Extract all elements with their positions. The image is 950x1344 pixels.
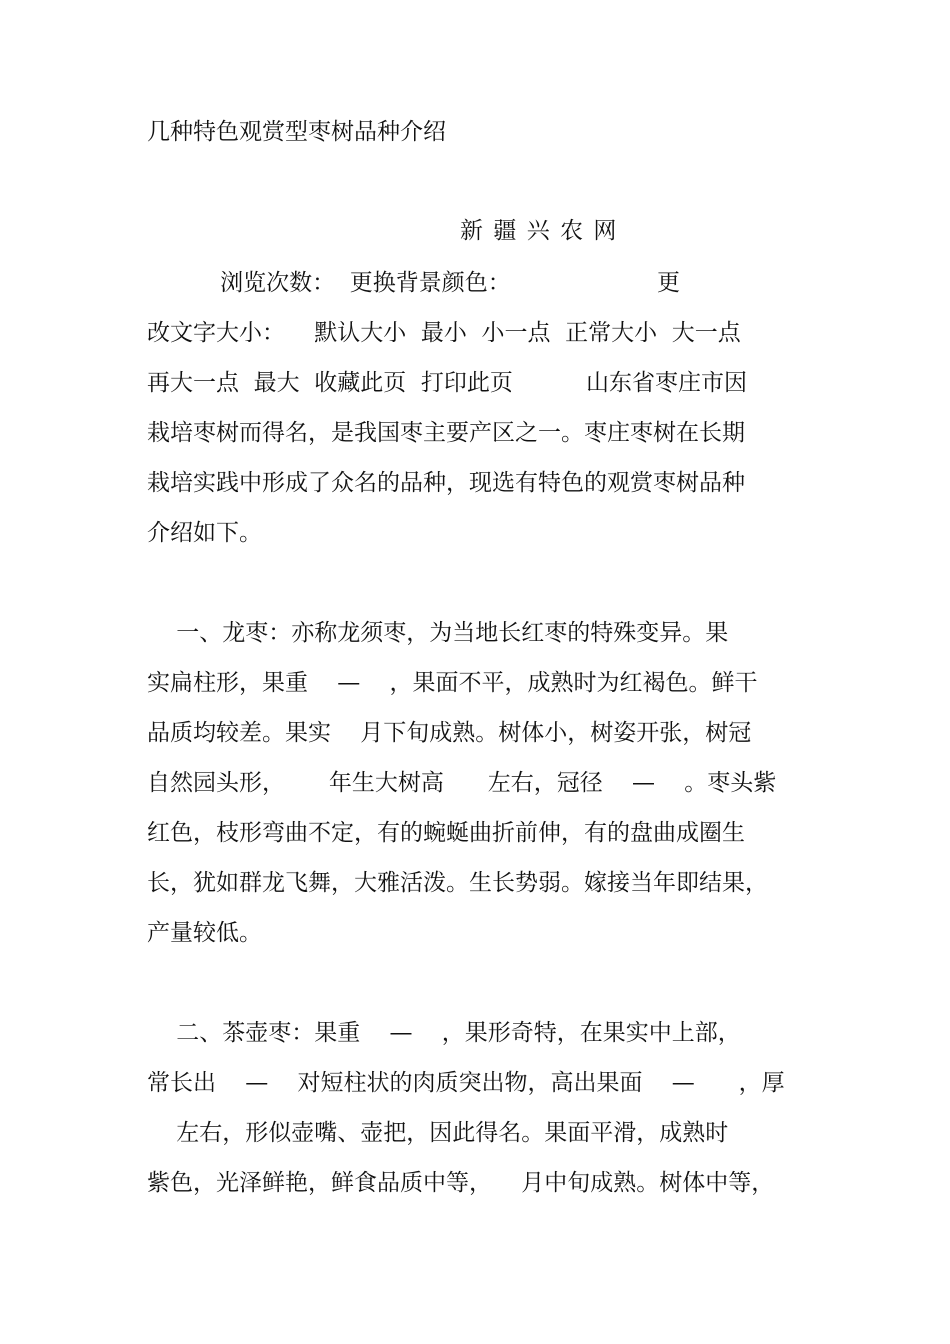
body-line: 二、茶壶枣：果重 — ，果形奇特，在果实中上部， xyxy=(147,1020,741,1046)
body-line: 栽培枣树而得名，是我国枣主要产区之一。枣庄枣树在长期 xyxy=(147,420,745,446)
body-line: 改文字大小： 默认大小 最小 小一点 正常大小 大一点 xyxy=(147,320,741,346)
body-line: 产量较低。 xyxy=(147,920,262,946)
body-line: 常长出 — 对短柱状的肉质突出物，高出果面 — ，厚 xyxy=(147,1070,785,1096)
document-title: 几种特色观赏型枣树品种介绍 xyxy=(147,119,446,145)
body-line: 再大一点 最大 收藏此页 打印此页 山东省枣庄市因 xyxy=(147,370,747,396)
body-line: 介绍如下。 xyxy=(147,520,262,546)
body-line: 左右，形似壶嘴、壶把，因此得名。果面平滑，成熟时 xyxy=(147,1120,729,1146)
document-source: 新疆兴农网 xyxy=(460,218,627,244)
body-line: 一、龙枣：亦称龙须枣，为当地长红枣的特殊变异。果 xyxy=(147,620,729,646)
body-line: 浏览次数： 更换背景颜色： 更 xyxy=(147,270,680,296)
body-line: 红色，枝形弯曲不定，有的蜿蜒曲折前伸，有的盘曲成圈生 xyxy=(147,820,745,846)
body-line: 栽培实践中形成了众名的品种，现选有特色的观赏枣树品种 xyxy=(147,470,745,496)
body-line: 实扁柱形，果重 — ，果面不平，成熟时为红褐色。鲜干 xyxy=(147,670,758,696)
body-line: 长，犹如群龙飞舞，大雅活泼。生长势弱。嫁接当年即结果， xyxy=(147,870,768,896)
body-line: 紫色，光泽鲜艳，鲜食品质中等， 月中旬成熟。树体中等， xyxy=(147,1170,775,1196)
body-line: 自然园头形， 年生大树高 左右，冠径 — 。枣头紫 xyxy=(147,770,777,796)
body-line: 品质均较差。果实 月下旬成熟。树体小，树姿开张，树冠 xyxy=(147,720,752,746)
